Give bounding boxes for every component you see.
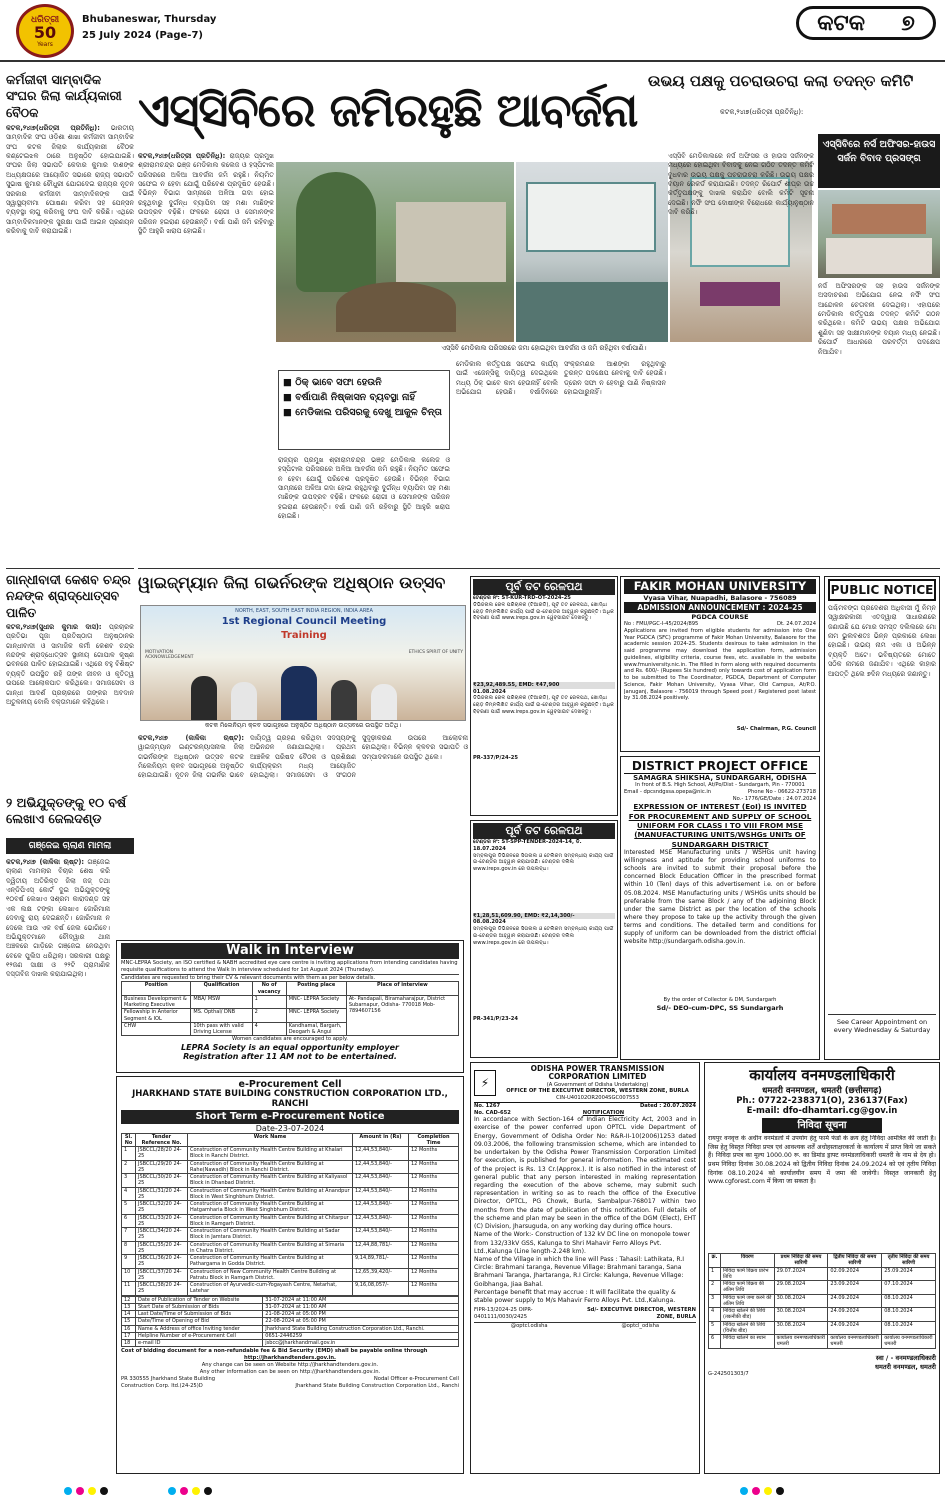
eproc-schedule (121, 1296, 459, 1348)
dpo-ref: No.- 1776/GE/Date : 24.07.2024 (732, 795, 816, 802)
table-cell: 12,44,53,840/- (353, 1201, 409, 1215)
table-cell: 17 (122, 1332, 136, 1339)
table-row (122, 1174, 459, 1188)
walkin-table: Position Qualification No of vacancy Posting place Place of interview Business Development & Marketing Executive MBA/ MSW 1 MNC- LEPRA Society At- Pandapali, Biramaharajpur, District Subarnapur, Odisha- 770018 Mob- 7894607156 Fellowship in Anterior Segment & IOL MS. Opthal/ DNB 2 MNC- LEPRA Society CHW 10th pass with valid Driving License 4 Kandhamal, Bargarh, Deogarh & Angul (121, 981, 459, 1036)
lead-body-col2b: ରାଜ୍ୟର ପ୍ରମୁଖ ଶ୍ରୀରାମଚନ୍ଦ୍ର ଭଞ୍ଜ ମେଡିକାଲ କଲେଜ ଓ ହସ୍ପିଟାଲ ପରିସରରେ ଅଳିଆ ଆବର୍ଜନା ଜମି ରହୁଛି। ନିୟମିତ ସଫେଇ ନ ହେବା ଯୋଗୁଁ ପରିବେଶ ପ୍ରଦୂଷିତ ହେଉଛି। ବିଭିନ୍ନ ବିଭାଗ ସାମ୍ନାରେ ଅଳିଆ ଗଦା ହୋଇ ରହୁଥିବାରୁ ଦୁର୍ଗନ୍ଧ ବ୍ୟାପିବା ସହ ମଶା ମାଛିଙ୍କ ଉପଦ୍ରବ ବଢ଼ିଛି। ଫଳରେ ରୋଗୀ ଓ ସେମାନଙ୍କ ପରିଜନ ହଇରାଣ ହେଉଛନ୍ତି। ବର୍ଷା ପାଣି ଜମି ରହିବାରୁ ସ୍ଥିତି ଆହୁରି ଖରାପ ହୋଇଛି। (278, 456, 450, 521)
railway1-title: ପୂର୍ବ ତଟ ରେଳପଥ (473, 579, 615, 595)
dfo-heading: निविदा सूचना (762, 1118, 882, 1133)
dfo-table: क्र. विवरण प्रथम निविदा की समय सारिणी द्वितीय निविदा की समय सारिणी तृतीय निविदा की समय सारिणी 1 निविदा फार्म विक्रय प्रारंभ तिथि 29.07.2024 02.09.2024 25.09.2024 2 निविदा फार्म विक्रय की अंतिम तिथि 29.08.2024 23.09.2024 07.10.2024 3 निविदा फार्म जमा करने की अंतिम तिथि 30.08.2024 24.09.2024 08.10.2024 4 निविदा खोलने की तिथि (तकनीकी बीड) 30.08.2024 24.09.2024 08.10.2024 5 निविदा खोलने की तिथि (वित्तीय बीड) 30.08.2024 24.09.2024 08.10.2024 6 निविदा खोलने का स्थान कार्यालय वनमण्डलाधिकारी धमतरी कार्यालय वनमण्डलाधिकारी धमतरी कार्यालय वनमण्डलाधिकारी धमतरी (708, 1253, 936, 1349)
table-row (709, 1294, 936, 1308)
railway1-ad: ପୂର୍ବ ତଟ ରେଳପଥ ଟେଣ୍ଡର ନଂ: ST-KUR-TRD-OT-2024-25 ଡିଭିଜନାଲ ରେଳ ପରିଚାଳକ (ଟିଆରଡି), ପୂର୍ବ ତଟ ରେଳପଥ, ଖୋର୍ଦ୍ଧା ରୋଡ଼ ନିମ୍ନଲିଖିତ କାର୍ଯ୍ୟ ପାଇଁ ଇ-ଟେଣ୍ଡର ଆହ୍ୱାନ କରୁଛନ୍ତି। ଅଧିକ ବିବରଣୀ ପାଇଁ www.ireps.gov.in ୱେବସାଇଟ ଦେଖନ୍ତୁ। ₹23,92,489.55, EMD: ₹47,900 01.08.2024 ଡିଭିଜନାଲ ରେଳ ପରିଚାଳକ (ଟିଆରଡି), ପୂର୍ବ ତଟ ରେଳପଥ, ଖୋର୍ଦ୍ଧା ରୋଡ଼ ନିମ୍ନଲିଖିତ କାର୍ଯ୍ୟ ପାଇଁ ଇ-ଟେଣ୍ଡର ଆହ୍ୱାନ କରୁଛନ୍ତି। ଅଧିକ ବିବରଣୀ ପାଇଁ www.ireps.gov.in ୱେବସାଇଟ ଦେଖନ୍ତୁ। PR-337/P/24-25 (470, 576, 618, 816)
table-cell: 2 (122, 1160, 136, 1174)
fmu-body: Applications are invited from eligible students for admission into One Year PGDCA (SFC) programme of Fakir Mohan University, Balasore for the academic session 2024-25. Students desirous to take admission in the said programme may download the application form, admission guidelines, eligibility criteria, course fees, etc. available in the website www.fmuniversity.nic.in. The filled in form along with required documents and Rs. 600/- (Rupees Six hundred) only towards cost of application form to be submitted to The Coordinator, PGDCA, Department of Computer Science, Fakir Mohan University, Vyasa Vihar, Old Campus, At/P.O. Januganj, Balasore - 756019 through Speed post / Registered post latest by 31.08.2024 positively. (624, 627, 816, 702)
table-row (122, 1332, 459, 1339)
fmu-subtitle: ADMISSION ANNOUNCEMENT : 2024-25 (624, 602, 816, 613)
optcl-village: Name of the Village in which the line will Pass : Tahasil: Lathikata, R.I Circle: Brahmani taranga, Revenue Village: Brahmani taranga, Sana Brahmani Taranga, Jhartaranga, R.I Circle: Kalunga, Revenue Village: Goibhanga, Jiaa Bahal. (474, 1255, 685, 1288)
highlight-item: ■ ମେଡିକାଲ ପରିସରକୁ ଦେଖୁ ଆକୁଳ ଚିନ୍ତା (283, 407, 442, 419)
table-row: Business Development & Marketing Executive MBA/ MSW 1 MNC- LEPRA Society At- Pandapali, Biramaharajpur, District Subarnapur, Odisha- 770018 Mob- 7894607156 (122, 995, 459, 1009)
dpo-address: In front of B.S. High School, At/Po/Dist - Sundargarh, Pin - 770001 (635, 782, 805, 788)
banner-line2: 1st Regional Council Meeting (221, 616, 387, 627)
page-number: ୭ (901, 10, 915, 36)
table-cell: Construction of Community Health Centre Building at Hatgamharia Block in West Singhbhum District. (188, 1201, 353, 1215)
table-cell: 07.10.2024 (882, 1281, 936, 1295)
table-row: CHW 10th pass with valid Driving License 4 Kandhamal, Bargarh, Deogarh & Angul (122, 1022, 459, 1036)
table-cell: 08.10.2024 (882, 1294, 936, 1308)
railway2-body: ସମ୍ବଲପୁର ଡିଭିଜନରେ ସିଗନାଲ ଓ ଟେଲିକମ ସମ୍ବନ୍ଧୀୟ କାର୍ଯ୍ୟ ପାଇଁ ଇ-ଟେଣ୍ଡର ଆହ୍ୱାନ କରାଯାଉଛି। ଟେଣ୍ଡର ଦଲିଲ www.ireps.gov.in ରେ ଉପଲବ୍ଧ। (473, 852, 614, 872)
table-cell: 12 Months (409, 1214, 459, 1228)
optcl-sub2: OFFICE OF THE EXECUTIVE DIRECTOR, WESTERN ZONE, BURLA (506, 1088, 689, 1095)
dpo-title: DISTRICT PROJECT OFFICE (624, 759, 816, 774)
dfo-email: E-mail: dfo-dhamtari.cg@gov.in (746, 1106, 898, 1116)
notice-footer: See Career Appointment on every Wednesday & Saturday (828, 1014, 936, 1034)
table-row (709, 1308, 936, 1322)
table-cell: JSBCCL/34/20 24-25 (136, 1228, 188, 1242)
lead-dateline: କଟକ,୨୪ା୭(ଧରିତ୍ରୀ ପ୍ରତିନିଧି): (138, 152, 226, 160)
lead-headline: ଏସ୍‌ସିବିରେ ଜମିରହୁଛି ଆବର୍ଜନା (138, 83, 638, 137)
table-cell: JSBCCL/31/20 24-25 (136, 1187, 188, 1201)
lead-photo-2 (516, 162, 668, 342)
left-story1-headline: କର୍ମଜୀବୀ ସାମ୍ବାଦିକ ସଂଘର ଜିଲା କାର୍ଯ୍ୟକାରୀ ବୈଠକ (6, 72, 122, 120)
wiseman-body (138, 734, 468, 936)
table-cell: Construction of Community Health Centre Building at Simaria in Chatra District. (188, 1241, 353, 1255)
table-cell: Construction of Community Health Centre Building at Rahe(Nawadih) Block in Ranchi District. (188, 1160, 353, 1174)
dfo-sign2: धमतरी वनमण्डल, धमतरी (875, 1362, 936, 1371)
optcl-body: In accordance with Section-164 of Indian Electricity Act, 2003 and in exercise of the power conferred upon OPTCL vide Department of Energy, Government of Odisha Order No: R&R-II-10(2006)1253 dated 09.03.2006, the following transmission scheme, which are intended to be undertaken by the Odisha Power Transmission Corporation Limited for execution, is published for general information. The estimated cost of the project is Rs. 13 Cr.(Approx.). It is also notified in the interest of general public that any person interested in making representation regarding the execution of the above scheme, may submit such representation in writing so as to reach the office of the Executive Director, OPTCL, PG Chowk, Burla, Sambalpur-768017 within two months from the date of publication of this notification. Full details of the scheme and plan may be seen in the office of the DGM (Elect), EHT (C) Division, Jharsuguda, on any working day during office hours. (474, 1116, 696, 1231)
table-cell: 2 (709, 1281, 721, 1295)
table-cell: 6 (709, 1335, 721, 1349)
table-row (122, 1214, 459, 1228)
highlight-item: ■ ଠିକ୍ ଭାବେ ସଫା ହେଉନି (283, 377, 382, 388)
railway2-title: ପୂର୍ବ ତଟ ରେଳପଥ (473, 823, 615, 839)
table-cell: 12,44,53,840/- (353, 1187, 409, 1201)
notice-title: PUBLIC NOTICE (828, 579, 936, 601)
table-cell: 12,44,53,840/- (353, 1174, 409, 1188)
left-story2-text: ପ୍ରଚାରକ ପ୍ରତିଭା ପୂଜା ପ୍ରତିଷ୍ଠାତା ଅନୁଷ୍ଠାନର ଗାନ୍ଧୀବାଦୀ ଓ ସାମାଜିକ କର୍ମୀ କେଶବ ଚନ୍ଦ୍ର ନନ୍ଦଙ୍କ ଶ୍ରାଦ୍ଧୋତ୍ସବ ସ୍ଥାନୀୟ ଗୋପାଳ କୃଷ୍ଣ ଭବନରେ ପାଳିତ ହୋଇଯାଇଛି। ଏଥିରେ ବହୁ ବିଶିଷ୍ଟ ବ୍ୟକ୍ତି ଉପସ୍ଥିତ ରହି ତାଙ୍କ ଜୀବନ ଓ କୃତିତ୍ୱ ଉପରେ ଆଲୋକପାତ କରିଥିଲେ। ସମାଜସେବା ଓ ଗାନ୍ଧୀ ଆଦର୍ଶ ପ୍ରଚାରରେ ତାଙ୍କର ଅବଦାନ ଅତୁଳନୀୟ ବୋଲି ବକ୍ତାମାନେ କହିଥିଲେ। (6, 623, 134, 706)
table-row (122, 1241, 459, 1255)
dpo-sign: Sd/- DEO-cum-DPC, SS Sundargarh (656, 1003, 784, 1012)
table-cell: 9 (122, 1255, 136, 1269)
banner-line3: Training (281, 630, 327, 641)
tower-icon: ⚡ (474, 1070, 496, 1096)
lead-subhead: ଉଭୟ ପକ୍ଷକୁ ପଚରାଉଚରା କଲା ତଦନ୍ତ କମିଟି (648, 72, 914, 90)
table-cell: 12 Months (409, 1268, 459, 1282)
table-cell: JSBCCL/36/20 24-25 (136, 1255, 188, 1269)
table-row (709, 1335, 936, 1349)
table-cell: JSBCCL/35/20 24-25 (136, 1241, 188, 1255)
table-cell: 11 (122, 1282, 136, 1296)
optcl-sign: Sd/- EXECUTIVE DIRECTOR, WESTERN ZONE, BURLA (586, 1307, 696, 1321)
table-cell: Construction of Community Health Centre Building at Kaliyasol Block in Dhanbad District. (188, 1174, 353, 1188)
eproc-note2[interactable]: http://jharkhandtenders.gov.in. (244, 1355, 336, 1362)
table-cell: निविदा खोलने की तिथि (वित्तीय बीड) (721, 1321, 775, 1335)
table-cell: 25.09.2024 (882, 1267, 936, 1281)
eproc-table: Sl. No Tender Reference No. Work Name Amount in (Rs) Completion Time 1 JSBCCL/28/20 24-25 Construction of Community Health Centre Building at Khalari Block in Ranchi District. 12,44,53,840/- 12 Months 2 JSBCCL/29/20 24-25 Construction of Community Health Centre Building at Rahe(Nawadih) Block in Ranchi District. 12,44,53,840/- 12 Months 3 JSBCCL/30/20 24-25 Construction of Community Health Centre Building at Kaliyasol Block in Dhanbad District. 12,44,53,840/- 12 Months 4 JSBCCL/31/20 24-25 Construction of Community Health Centre Building at Anandpur Block in West Singhbhum District. 12,44,53,840/- 12 Months 5 JSBCCL/32/20 24-25 Construction of Community Health Centre Building at Hatgamharia Block in West Singhbhum District. 12,44,53,840/- 12 Months 6 JSBCCL/33/20 24-25 Construction of Community Health Centre Building at Chitarpur Block in Ramgarh District. 12,44,53,840/- 12 Months 7 JSBCCL/34/20 24-25 Construction of Community Health Centre Building at Sadar Block in Jamtara District. 12,44,53,840/- 12 Months 8 JSBCCL/35/20 24-25 Construction of Community Health Centre Building at Simaria in Chatra District. 12,44,88,781/- 12 Months 9 JSBCCL/36/20 24-25 Construction of Community Health Centre Building at Pathargama in Godda District. 9,14,89,781/- 12 Months 10 JSBCCL/37/20 24-25 Construction of New Community Health Centre Building at Patratu Block in Ramgarh District. 12,65,39,420/- 12 Months 11 JSBCCL/38/20 24-25 Construction of Ayurvedic-cum-Yogayash Centre, Netarhat, Latehar 9,16,08,057/- 12 Months (121, 1133, 459, 1296)
optcl-sub1: (A Government of Odisha Undertaking) (546, 1081, 649, 1088)
railway1-date: 01.08.2024 (473, 688, 506, 695)
table-cell: e-mail ID (136, 1340, 263, 1347)
banner-right: ETHICS SPIRIT OF UNITY (408, 650, 463, 655)
left-story3-body (6, 858, 110, 1478)
walkin-title: Walk in Interview (121, 943, 459, 959)
table-row: Fellowship in Anterior Segment & IOL MS. Opthal/ DNB 2 MNC- LEPRA Society (122, 1009, 459, 1023)
table-cell: 9,14,89,781/- (353, 1255, 409, 1269)
sidebox-body: ନର୍ସ ଅଫିସରଙ୍କ ସହ ହାଉସ ସର୍ଜନଙ୍କ ଅସଦାଚରଣ ଅଭିଯୋଗ ନେଇ ନର୍ସିଂ ସଂଘ ଆନ୍ଦୋଳନ ଚେତାବନୀ ଦେଇଥିଲା। ଏହାପରେ ମେଡିକାଲ କର୍ତ୍ତୃପକ୍ଷ ତଦନ୍ତ କମିଟି ଗଠନ କରିଥିଲେ। କମିଟି ଉଭୟ ପକ୍ଷର ଅଭିଯୋଗ ଶୁଣିବା ସହ ସାକ୍ଷୀମାନଙ୍କ ବୟାନ ମଧ୍ୟ ନେଇଛି। ରିପୋର୍ଟ ଆଧାରରେ ପରବର୍ତ୍ତୀ ପଦକ୍ଷେପ ନିଆଯିବ। (818, 282, 940, 356)
railway2-cost: ₹1,28,51,609.90, EMD: ₹2,14,300/- (473, 913, 615, 920)
dateline-date: 25 July 2024 (Page-7) (82, 30, 203, 41)
fmu-ad (620, 576, 820, 752)
table-row (122, 1303, 459, 1310)
walkin-ad (116, 940, 464, 1073)
lead-body-col1 (138, 152, 274, 562)
optcl-social2[interactable]: @optcl_odisha (621, 1322, 660, 1329)
table-cell: 24.09.2024 (828, 1321, 882, 1335)
table-cell: 12,44,53,840/- (353, 1147, 409, 1161)
fmu-address: Vyasa Vihar, Nuapadhi, Balasore - 756089 (643, 594, 797, 602)
table-cell: 16 (122, 1325, 136, 1332)
divider (6, 568, 134, 569)
table-cell: JSBCCL/33/20 24-25 (136, 1214, 188, 1228)
left-story2-headline: ଗାନ୍ଧୀବାଦୀ କେଶବ ଚନ୍ଦ୍ର ନନ୍ଦଙ୍କ ଶ୍ରାଦ୍ଧୋତ୍ସବ ପାଳିତ (6, 572, 131, 620)
lead-photo-caption: ଏସ୍‌ସିବି ମେଡିକାଲ ପରିସରରେ ଜମା ହୋଇଥିବା ଆବର୍ଜନା ଓ ଜମି ରହିଥିବା ବର୍ଷାପାଣି। (441, 344, 647, 352)
eproc-pr: PR 330555 Jharkhand State Building Construction Corp. ltd.(24-25)D (121, 1376, 216, 1390)
optcl-dated: Dated : 20.07.2024 (639, 1102, 696, 1109)
table-cell: 12 Months (409, 1241, 459, 1255)
dfo-ad (704, 1062, 940, 1474)
dfo-sign1: स्वा / - वनमण्डलाधिकारी (875, 1353, 936, 1362)
railway2-ad: ପୂର୍ବ ତଟ ରେଳପଥ ଟେଣ୍ଡର ନଂ: ST-SPP-TENDER-2024-14, ଡି. 18.07.2024 ସମ୍ବଲପୁର ଡିଭିଜନରେ ସିଗନାଲ ଓ ଟେଲିକମ ସମ୍ବନ୍ଧୀୟ କାର୍ଯ୍ୟ ପାଇଁ ଇ-ଟେଣ୍ଡର ଆହ୍ୱାନ କରାଯାଉଛି। ଟେଣ୍ଡର ଦଲିଲ www.ireps.gov.in ରେ ଉପଲବ୍ଧ। ₹1,28,51,609.90, EMD: ₹2,14,300/- 08.08.2024 ସମ୍ବଲପୁର ଡିଭିଜନରେ ସିଗନାଲ ଓ ଟେଲିକମ ସମ୍ବନ୍ଧୀୟ କାର୍ଯ୍ୟ ପାଇଁ ଇ-ଟେଣ୍ଡର ଆହ୍ୱାନ କରାଯାଉଛି। ଟେଣ୍ଡର ଦଲିଲ www.ireps.gov.in ରେ ଉପଲବ୍ଧ। PR-341/P/23-24 (470, 820, 618, 1058)
eproc-date: Date-23-07-2024 (255, 1123, 325, 1133)
railway1-body: ଡିଭିଜନାଲ ରେଳ ପରିଚାଳକ (ଟିଆରଡି), ପୂର୍ବ ତଟ ରେଳପଥ, ଖୋର୍ଦ୍ଧା ରୋଡ଼ ନିମ୍ନଲିଖିତ କାର୍ଯ୍ୟ ପାଇଁ ଇ-ଟେଣ୍ଡର ଆହ୍ୱାନ କରୁଛନ୍ତି। ଅଧିକ ବିବରଣୀ ପାଇଁ www.ireps.gov.in ୱେବସାଇଟ ଦେଖନ୍ତୁ। (473, 601, 614, 622)
walkin-intro: MNC-LEPRA Society, an ISO certified & NABH accredited eye care centre is inviting applications from intending candidates having requisite qualifications to attend the Walk In interview scheduled for 1st August 2024 (Thursday). (121, 960, 458, 973)
table-cell: 7 (122, 1228, 136, 1242)
table-cell: 9,16,08,057/- (353, 1282, 409, 1296)
table-row (122, 1325, 459, 1332)
wiseman-text: ୱାଇଜ୍‌ମ୍ୟାନ ଇଣ୍ଟରନ୍ୟାସନାଲ ଜିଲା ଗଭର୍ନରଙ୍କ ଅଧିଷ୍ଠାନ ଉତ୍ସବ କଟକ ମିଲେନିୟମ କ୍ଳବ ସଭାଗୃହରେ ଅନୁଷ୍ଠିତ ହୋଇଯାଇଛି। ନୂତନ ଜିଲା ଗଭର୍ନର ଭାବେ ଦାୟିତ୍ୱ ଗ୍ରହଣ କରିଥିବା ସଦସ୍ୟଙ୍କୁ ଅଭିନନ୍ଦନ ଜଣାଯାଇଥିଲା। ପ୍ରଥମ ଆଞ୍ଚଳିକ ପରିଷଦ ବୈଠକ ଓ ପ୍ରଶିକ୍ଷଣ କାର୍ଯ୍ୟକ୍ରମ ମଧ୍ୟ ଆୟୋଜିତ ହୋଇଥିଲା। ସମାଜସେବା ଓ ସଂଗଠନ ସୁଦୃଢ଼ୀକରଣ ଉପରେ ଆଲୋଚନା ହୋଇଥିଲା। ବିଭିନ୍ନ କ୍ଳବର ସଭାପତି ଓ ସମ୍ପାଦକମାନେ ଉପସ୍ଥିତ ଥିଲେ। (138, 734, 468, 780)
eproc-title3: Short Term e-Procurement Notice (121, 1110, 459, 1124)
table-row (709, 1281, 936, 1295)
table-cell: 1 (709, 1267, 721, 1281)
table-cell: Start Date of Submission of Bids (136, 1303, 263, 1310)
wiseman-headline: ୱାଇଜ୍‌ମ୍ୟାନ ଜିଲା ଗଭର୍ନରଙ୍କ ଅଧିଷ୍ଠାନ ଉତ୍ସବ (138, 573, 446, 592)
notice-body: ପଶ୍ଚିମବଙ୍ଗ ପ୍ରଦେଶର ଅଧିବାସୀ ମୁଁ ନିମ୍ନ ସ୍ୱାକ୍ଷରକାରୀ ଏତଦ୍ୱାରା ସାଧାରଣରେ ଜଣାଉଛି ଯେ ମୋର ସମସ୍ତ ଦଲିଲରେ ମୋ ନାମ ଭୁଲବଶତଃ ଭିନ୍ନ ପ୍ରକାରେ ଲେଖା ହୋଇଛି। ଉଭୟ ନାମ ଏକା ଓ ଅଭିନ୍ନ ବ୍ୟକ୍ତି ଅଟେ। ଭବିଷ୍ୟତରେ ମୋତେ ସଠିକ ନାମରେ ଜଣାଯିବ। ଏଥିରେ କାହାର ଆପତ୍ତି ଥିଲେ ୭ଦିନ ମଧ୍ୟରେ ଜଣାନ୍ତୁ। (828, 604, 936, 678)
walkin-footer1: Women candidates are encouraged to apply. (232, 1036, 348, 1043)
table-cell: 3 (122, 1174, 136, 1188)
table-row (122, 1160, 459, 1174)
dpo-ad (620, 756, 820, 1060)
table-cell: 31-07-2024 at 11:00 AM (263, 1303, 459, 1310)
lead-highlights (278, 370, 450, 450)
lead-text-1: ରାଜ୍ୟର ପ୍ରମୁଖ ଶ୍ରୀରାମଚନ୍ଦ୍ର ଭଞ୍ଜ ମେଡିକାଲ କଲେଜ ଓ ହସ୍ପିଟାଲ ପରିସରରେ ଅଳିଆ ଆବର୍ଜନା ଜମି ରହୁଛି। ନିୟମିତ ସଫେଇ ନ ହେବା ଯୋଗୁଁ ପରିବେଶ ପ୍ରଦୂଷିତ ହେଉଛି। ବିଭିନ୍ନ ବିଭାଗ ସାମ୍ନାରେ ଅଳିଆ ଗଦା ହୋଇ ରହୁଥିବାରୁ ଦୁର୍ଗନ୍ଧ ବ୍ୟାପିବା ସହ ମଶା ମାଛିଙ୍କ ଉପଦ୍ରବ ବଢ଼ିଛି। ଫଳରେ ରୋଗୀ ଓ ସେମାନଙ୍କ ପରିଜନ ହଇରାଣ ହେଉଛନ୍ତି। ବର୍ଷା ପାଣି ଜମି ରହିବାରୁ ସ୍ଥିତି ଆହୁରି ଖରାପ ହୋଇଛି। (138, 152, 274, 235)
table-cell: Helpline Number of e-Procurement Cell (136, 1332, 263, 1339)
eproc-title1: e-Procurement Cell (238, 1079, 342, 1090)
dpo-order: By the order of Collector & DM, Sundargarh (663, 997, 777, 1004)
newspaper-logo (16, 4, 74, 58)
dpo-email: Email - dpcsndgssa.opepa@nic.in (624, 788, 712, 795)
table-row (122, 1147, 459, 1161)
eproc-title2: JHARKHAND STATE BUILDING CONSTRUCTION CORPORATION LTD., RANCHI (132, 1089, 448, 1109)
table-cell: Date/Time of Opening of Bid (136, 1318, 263, 1325)
table-cell: कार्यालय वनमण्डलाधिकारी धमतरी (882, 1335, 936, 1349)
table-row (709, 1267, 936, 1281)
logo-years: Years (37, 40, 53, 48)
table-cell: Construction of Community Health Centre Building at Sadar Block in Jamtara District. (188, 1228, 353, 1242)
table-cell: 12,65,39,420/- (353, 1268, 409, 1282)
section-badge (796, 6, 936, 40)
table-cell: 30.08.2024 (774, 1321, 828, 1335)
table-cell: निविदा खोलने का स्थान (721, 1335, 775, 1349)
table-cell: Name & Address of office Inviting tender (136, 1325, 263, 1332)
lead-text-2: ମେଡିକାଲ କର୍ତ୍ତୃପକ୍ଷ ସଫେଇ କାର୍ଯ୍ୟ ପାଇଁ ଏଜେନ୍ସିକୁ ଦାୟିତ୍ୱ ଦେଇଥିଲେ ମଧ୍ୟ ଠିକ୍ ଭାବେ କାମ ହେଉନାହିଁ ବୋଲି ଅଭିଯୋଗ ହେଉଛି। ବର୍ଷାଦିନରେ ସଂକ୍ରମଣର ଆଶଙ୍କା ରହୁଥିବାରୁ ତୁରନ୍ତ ପଦକ୍ଷେପ ନେବାକୁ ଦାବି ହେଉଛି। ଡ୍ରେନ ସଫା ନ ହେବାରୁ ପାଣି ନିଷ୍କାସନ ହୋଇପାରୁନାହିଁ। (456, 360, 666, 397)
table-cell: Date of Publication of Tender on Website (136, 1296, 263, 1303)
lead-body-col3 (456, 360, 666, 565)
optcl-social[interactable]: @optcl.odisha (510, 1322, 548, 1329)
table-row (122, 1255, 459, 1269)
table-cell: 12 (122, 1296, 136, 1303)
table-cell: 24.09.2024 (828, 1294, 882, 1308)
left-story3-headline: ୨ ଅଭିଯୁକ୍ତଙ୍କୁ ୧୦ ବର୍ଷ ଲେଖାଏ ଜେଲଦଣ୍ଡ (6, 795, 127, 827)
table-cell: 12,44,53,840/- (353, 1228, 409, 1242)
table-row (122, 1201, 459, 1215)
eproc-ad (116, 1076, 464, 1474)
left-story1-dateline: କଟକ,୨୪ା୭(ଧରିତ୍ରୀ ପ୍ରତିନିଧି): (6, 124, 100, 132)
railway2-date: 08.08.2024 (473, 919, 506, 926)
table-cell: 12 Months (409, 1147, 459, 1161)
subhead-dateline: କଟକ,୨୪ା୭(ଧରିତ୍ରୀ ପ୍ରତିନିଧି): (720, 108, 804, 116)
table-cell: JSBCCL/29/20 24-25 (136, 1160, 188, 1174)
table-cell: 22-08-2024 at 05:00 PM (263, 1318, 459, 1325)
table-row (122, 1311, 459, 1318)
table-row (122, 1187, 459, 1201)
optcl-ad (470, 1062, 700, 1474)
dfo-sub: धमतरी वनमण्डल, धमतरी (छत्तीसगढ़) (762, 1086, 882, 1096)
table-row (122, 1340, 459, 1347)
table-cell: 18 (122, 1340, 136, 1347)
walkin-footer2: LEPRA Society is an equal opportunity employer (181, 1043, 399, 1052)
table-cell: 12 Months (409, 1160, 459, 1174)
dfo-phone: Ph.: 07722-238371(O), 236137(Fax) (736, 1096, 908, 1106)
fmu-course: PGDCA COURSE (691, 613, 749, 621)
table-cell: Last Date/Time of Submission of Bids (136, 1311, 263, 1318)
table-cell: 0651-2446259 (263, 1332, 459, 1339)
table-cell: 29.08.2024 (774, 1281, 828, 1295)
logo-number: 50 (33, 22, 57, 42)
table-row (122, 1296, 459, 1303)
wiseman-dateline: କଟକ,୨୪ା୭ (କାଳିକା ଋଷ୍ଟ): (138, 734, 244, 742)
table-cell: 10 (122, 1268, 136, 1282)
optcl-benefit: Percentage benefit that may accrue : It will facilitate the quality & stable power supply to M/s Mahavir Ferro Alloys Pvt. Ltd.,Kalunga. (474, 1288, 676, 1305)
lead-body-col4 (668, 152, 814, 562)
table-cell: JSBCCL/32/20 24-25 (136, 1201, 188, 1215)
table-cell: Construction of Ayurvedic-cum-Yogayash Centre, Netarhat, Latehar (188, 1282, 353, 1296)
table-row (122, 1228, 459, 1242)
table-cell: 8 (122, 1241, 136, 1255)
eproc-note4: Any other information can be seen on http://jharkhandtenders.gov.in. (199, 1368, 381, 1375)
table-cell: Construction of Community Health Centre Building at Anandpur Block in West Singhbhum District. (188, 1187, 353, 1201)
railway2-tender: ଟେଣ୍ଡର ନଂ: ST-SPP-TENDER-2024-14, ଡି. 18.07.2024 (473, 839, 582, 852)
dpo-subtitle: SAMAGRA SHIKSHA, SUNDARGARH, ODISHA (633, 774, 807, 782)
table-cell: JSBCCL/30/20 24-25 (136, 1174, 188, 1188)
table-cell: Construction of Community Health Centre Building at Pathargama in Godda District. (188, 1255, 353, 1269)
table-cell: 12,44,53,840/- (353, 1160, 409, 1174)
railway1-tender: ଟେଣ୍ଡର ନଂ: ST-KUR-TRD-OT-2024-25 (473, 595, 571, 601)
dateline-city: Bhubaneswar, Thursday (82, 14, 217, 25)
left-story2-dateline: କଟକ,୨୪ା୭(ସୁଧୀର କୁମାର ଦାସ): (6, 623, 102, 631)
table-cell: 02.09.2024 (828, 1267, 882, 1281)
section-name: କଟକ (817, 10, 865, 36)
divider (138, 568, 940, 569)
dpo-heading: EXPRESSION OF INTEREST (EoI) IS INVITED FOR PROCUREMENT AND SUPPLY OF SCHOOL UNIFORM FOR CLASS I TO VIII FROM MSE (MANUFACTURING UNITS/WSHGs UNITs OF SUNDARGARH DISTRICT (628, 802, 812, 849)
table-cell: Construction of Community Health Centre Building at Chitarpur Block in Ramgarh District. (188, 1214, 353, 1228)
table-cell: 13 (122, 1303, 136, 1310)
table-cell: 12 Months (409, 1174, 459, 1188)
table-cell: 4 (709, 1308, 721, 1322)
table-cell: 30.08.2024 (774, 1308, 828, 1322)
table-cell: 4 (122, 1187, 136, 1201)
table-cell: निविदा फार्म विक्रय की अंतिम तिथि (721, 1281, 775, 1295)
dfo-ref: G-242501303/7 (708, 1370, 749, 1377)
optcl-heading: NOTIFICATION (582, 1109, 625, 1116)
optcl-title: ODISHA POWER TRANSMISSION CORPORATION LIMITED (530, 1064, 665, 1082)
banner-left: MOTIVATION ACKNOWLEDGEMENT (145, 650, 194, 660)
eproc-note1: Cost of bidding document for a non-refundable fee & Bid Security (EMD) shall be payable online through (121, 1348, 428, 1355)
fmu-sign: Sd/- Chairman, P.G. Council (736, 725, 816, 732)
table-cell: 21-08-2024 at 05:00 PM (263, 1311, 459, 1318)
left-story2-body (6, 623, 134, 788)
lead-text-3: ଏସ୍‌ସିବି ମେଡିକାଲରେ ନର୍ସ ଅଫିସର ଓ ହାଉସ ସର୍ଜନଙ୍କ ମଧ୍ୟରେ ହୋଇଥିବା ବିବାଦକୁ ନେଇ ଗଠିତ ତଦନ୍ତ କମିଟି ବୁଧବାର ଉଭୟ ପକ୍ଷକୁ ପଚରାଉଚରା କରିଛି। ଉଭୟ ପକ୍ଷର ବୟାନ ରେକର୍ଡ କରାଯାଇଛି। ତଦନ୍ତ ରିପୋର୍ଟ ଶୀଘ୍ର ଉଚ୍ଚ କର୍ତ୍ତୃପକ୍ଷଙ୍କୁ ଦାଖଲ କରାଯିବ ବୋଲି କମିଟି ସୂଚନା ଦେଇଛି। ନର୍ସିଂ ସଂଘ ଦୋଷୀଙ୍କ ବିରୋଧରେ କାର୍ଯ୍ୟାନୁଷ୍ଠାନ ଦାବି କରିଛି। (668, 152, 814, 217)
table-cell: 23.09.2024 (828, 1281, 882, 1295)
dpo-body: Interested MSE Manufacturing units / WSHGs unit having willingness and aptitude for providing school uniforms to schools are invited to submit their proposal before the concerned Block Education Officer in the prescribed format within 10 (Ten) days of this advertisement i.e. on or before 05.08.2024. MSE Manufacturing units / WSHGs units should be preferable from the same Block / any of the adjoining Block under the same District as per the location of the schools where they propose to take up the activity through the given terms and conditions. The detailed term and conditions for supply of uniform can be downloaded from the district official website http://sundargarh.odisha.gov.in. (624, 849, 816, 946)
table-cell: 31-07-2024 at 11:00 AM (263, 1296, 459, 1303)
registration-marks (0, 1484, 945, 1498)
table-cell: 29.07.2024 (774, 1267, 828, 1281)
table-cell: jsbcc@jharkhandmail.gov.in (263, 1340, 459, 1347)
table-cell: JSBCCL/28/20 24-25 (136, 1147, 188, 1161)
table-cell: 12 Months (409, 1201, 459, 1215)
left-story3-kicker: ଗଞ୍ଜେଇ ଚାଲାଣ ମାମଲା (6, 838, 134, 854)
logo-text: ଧରିତ୍ରୀ (30, 14, 60, 25)
railway2-pr: PR-341/P/23-24 (473, 1016, 518, 1022)
table-cell: 12,44,88,781/- (353, 1241, 409, 1255)
left-story1-text: ଭାରତୀୟ ସାମ୍ବାଦିକ ସଂଘ ଓଡ଼ିଶା ଶାଖା କର୍ମଜୀବୀ ସାମ୍ବାଦିକ ସଂଘ କଟକ ଜିଲାର କାର୍ଯ୍ୟକାରୀ ବୈଠକ କଣ୍ଟେଇଝଳ ଠାରେ ଅନୁଷ୍ଠିତ ହୋଇଯାଇଛି। ସଂଘର ଜିଲା ସଭାପତି କେଦାର କୁମାର ଦାଶଙ୍କ ଅଧ୍ୟକ୍ଷତାରେ ଆୟୋଜିତ ସଭାରେ ରାଜ୍ୟ ସଭାପତି ସୁଭାଷ କୁମାର ଚୌଧୁରୀ ଯୋଗଦେଇ ରାଜ୍ୟର ନୂତନ ସରକାର କର୍ମଜୀବୀ ସାମ୍ବାଦିକଙ୍କ ପାଇଁ ସ୍ୱାସ୍ଥ୍ୟବୀମା ଘୋଷଣା କରିବା ସହ ପେନ୍‌ସନ ବ୍ୟବସ୍ଥା ଲାଗୁ କରିବାକୁ ସଂଘ ଦାବି କରିଛି। ଏଥିରେ ସାମ୍ବାଦିକମାନଙ୍କ ସୁରକ୍ଷା ପାଇଁ ଆଇନ ପ୍ରଣୟନ କରିବାକୁ ଦାବି କରାଯାଇଛି। (6, 124, 134, 235)
eproc-note3: Any change can be seen on Website http://jharkhandtenders.gov.in. (201, 1361, 379, 1368)
table-cell: Jharkhand State Building Construction Corporation Ltd., Ranchi. (263, 1325, 459, 1332)
table-cell: 12 Months (409, 1255, 459, 1269)
left-story1-body (6, 124, 134, 564)
left-story3-dateline: କଟକ,୨୪ା୭ (କାଳିକା ଋଷ୍ଟ): (6, 858, 85, 866)
table-cell: Construction of New Community Health Centre Building at Patratu Block in Ramgarh District. (188, 1268, 353, 1282)
table-cell: निविदा खोलने की तिथि (तकनीकी बीड) (721, 1308, 775, 1322)
left-story3-text: ଗଞ୍ଜେଇ ଚାଲାଣ ମାମଲାର ବିଚାର ଶେଷ କରି ଦ୍ୱିତୀୟ ଅତିରିକ୍ତ ଜିଲା ଜଜ୍ ତଥା ଏନ୍‌ଡିପିଏସ୍ କୋର୍ଟ ଦୁଇ ଅଭିଯୁକ୍ତଙ୍କୁ ୧୦ବର୍ଷ ଲେଖାଏ ସଶ୍ରମ କାରାଦଣ୍ଡ ସହ ଏକ ଲକ୍ଷ ଟଙ୍କା ଲେଖାଏ ଜୋରିମାନା ଦେବାକୁ ରାୟ ଦେଇଛନ୍ତି। ଜୋରିମାନା ନ ଦେଲେ ଆଉ ଏକ ବର୍ଷ ଜେଲ ଭୋଗିବେ। ଅଭିଯୁକ୍ତମାନେ ଚୌଦ୍ୱାର ଥାନା ଅଞ୍ଚଳରେ ଗାଡ଼ିରେ ଗଞ୍ଜେଇ ନେଉଥିବା ବେଳେ ପୁଲିସ ଧରିଥିଲା। ସରକାରୀ ପକ୍ଷରୁ ୧୨ଜଣ ସାକ୍ଷୀ ଓ ୨୨ଟି ପ୍ରାମାଣିକ ଦସ୍ତାବିଜ ଦାଖଲ କରାଯାଇଥିଲା। (6, 858, 110, 979)
banner-line1: NORTH, EAST, SOUTH EAST INDIA REGION, INDIA AREA (235, 608, 373, 614)
table-row (122, 1268, 459, 1282)
table-cell: निविदा फार्म विक्रय प्रारंभ तिथि (721, 1267, 775, 1281)
table-cell: 3 (709, 1294, 721, 1308)
table-cell: 1 (122, 1147, 136, 1161)
walkin-footer3: Registration after 11 AM not to be entertained. (183, 1052, 397, 1061)
optcl-cin: CIN-U40102OR2004SGC007553 (556, 1095, 639, 1101)
table-cell: कार्यालय वनमण्डलाधिकारी धमतरी (828, 1335, 882, 1349)
sidebox-title: ଏସ୍‌ସିବିରେ ନର୍ସ ଅଫିସର-ହାଉସ ସର୍ଜନ ବିବାଦ ପ୍ରସଙ୍ଗ (818, 134, 940, 188)
public-notice (824, 576, 940, 1060)
table-cell: Construction of Community Health Centre Building at Khalari Block in Ranchi District. (188, 1147, 353, 1161)
table-cell: 12 Months (409, 1187, 459, 1201)
sidebox-photo (818, 190, 940, 278)
table-row (122, 1282, 459, 1296)
eproc-sign1: Nodal Officer e-Procurement Cell (373, 1376, 459, 1383)
table-cell: 24.09.2024 (828, 1308, 882, 1322)
highlight-item: ■ ବର୍ଷାପାଣି ନିଷ୍କାସନ ବ୍ୟବସ୍ଥା ନାହିଁ (283, 392, 416, 404)
table-cell: 5 (122, 1201, 136, 1215)
dfo-title: कार्यालय वनमण्डलाधिकारी (749, 1066, 895, 1084)
fmu-ref: No : FMU/PGC-I-45/2024/895 (624, 621, 699, 627)
dpo-phone: Phone No - 06622-273718 (747, 788, 816, 795)
table-cell: 12 Months (409, 1282, 459, 1296)
table-cell: निविदा फार्म जमा करने की अंतिम तिथि (721, 1294, 775, 1308)
fmu-date: Dt. 24.07.2024 (776, 621, 816, 627)
table-cell: 08.10.2024 (882, 1308, 936, 1322)
dfo-body: रायपुर वनवृत्त के अधीन वनमंडलों में उपयोग हेतु फार्म फंडों के क्रय हेतु निविदा आमंत्रित की जाती है। जिस हेतु विस्तृत निविदा प्रपत्र एवं आवश्यक शर्तें अधोहस्ताक्षरकर्ता के कार्यालय में प्राप्त किये जा सकते हैं। निविदा प्रपत्र का मूल्य 1000.00 रू. का डिमांड ड्राफ्ट वनमंडलाधिकारी धमतरी के नाम से देय हो। प्रथम निविदा दिनांक 30.08.2024 को द्वितीय निविदा दिनांक 24.09.2024 को एवं तृतीय निविदा दिनांक 08.10.2024 को कार्यालयीन समय में जमा की जावेगी। विस्तृत जानकारी हेतु www.cgforest.com में किया जा सकता है। (708, 1135, 936, 1186)
wiseman-photo (140, 605, 466, 721)
table-cell: 6 (122, 1214, 136, 1228)
lead-photo-1 (276, 162, 514, 342)
walkin-instruction: Candidates are requested to bring their CV & relevant documents with them as per below details. (121, 974, 459, 982)
table-cell: 14 (122, 1311, 136, 1318)
table-cell: 12,44,53,840/- (353, 1214, 409, 1228)
railway1-pr: PR-337/P/24-25 (473, 755, 518, 762)
table-cell: 15 (122, 1318, 136, 1325)
fmu-title: FAKIR MOHAN UNIVERSITY (624, 579, 816, 594)
table-cell: 12 Months (409, 1228, 459, 1242)
table-cell: JSBCCL/37/20 24-25 (136, 1268, 188, 1282)
optcl-work: Name of the Work:- Construction of 132 kV DC line on monopole tower from 132/33kV GSS, Kalunga to Shri Mahavir Ferro Alloys Pvt. Ltd.,Kalunga (Line length-2.248 km). (474, 1231, 690, 1255)
optcl-case: No. CAD-652 (474, 1109, 511, 1116)
table-cell: कार्यालय वनमण्डलाधिकारी धमतरी (774, 1335, 828, 1349)
wiseman-caption: କଟକ ମିଲେନିୟମ କ୍ଳବ ସଭାଗୃହରେ ଅନୁଷ୍ଠିତ ଅଧିଷ୍ଠାନ ଉତ୍ସବରେ ଉପସ୍ଥିତ ଅତିଥି। (204, 722, 401, 729)
eproc-sign2: Jharkhand State Building Construction Corporation Ltd., Ranchi (295, 1383, 459, 1390)
optcl-fipr: FIPR-13/2024-25 OIPR-0401111/0030/2425 (474, 1307, 533, 1321)
table-row (122, 1318, 459, 1325)
table-cell: 30.08.2024 (774, 1294, 828, 1308)
table-row (709, 1321, 936, 1335)
railway1-cost: ₹23,92,489.55, EMD: ₹47,900 (473, 682, 615, 689)
optcl-no: No. 1267 (474, 1102, 501, 1109)
table-cell: JSBCCL/38/20 24-25 (136, 1282, 188, 1296)
table-cell: 08.10.2024 (882, 1321, 936, 1335)
table-cell: 5 (709, 1321, 721, 1335)
